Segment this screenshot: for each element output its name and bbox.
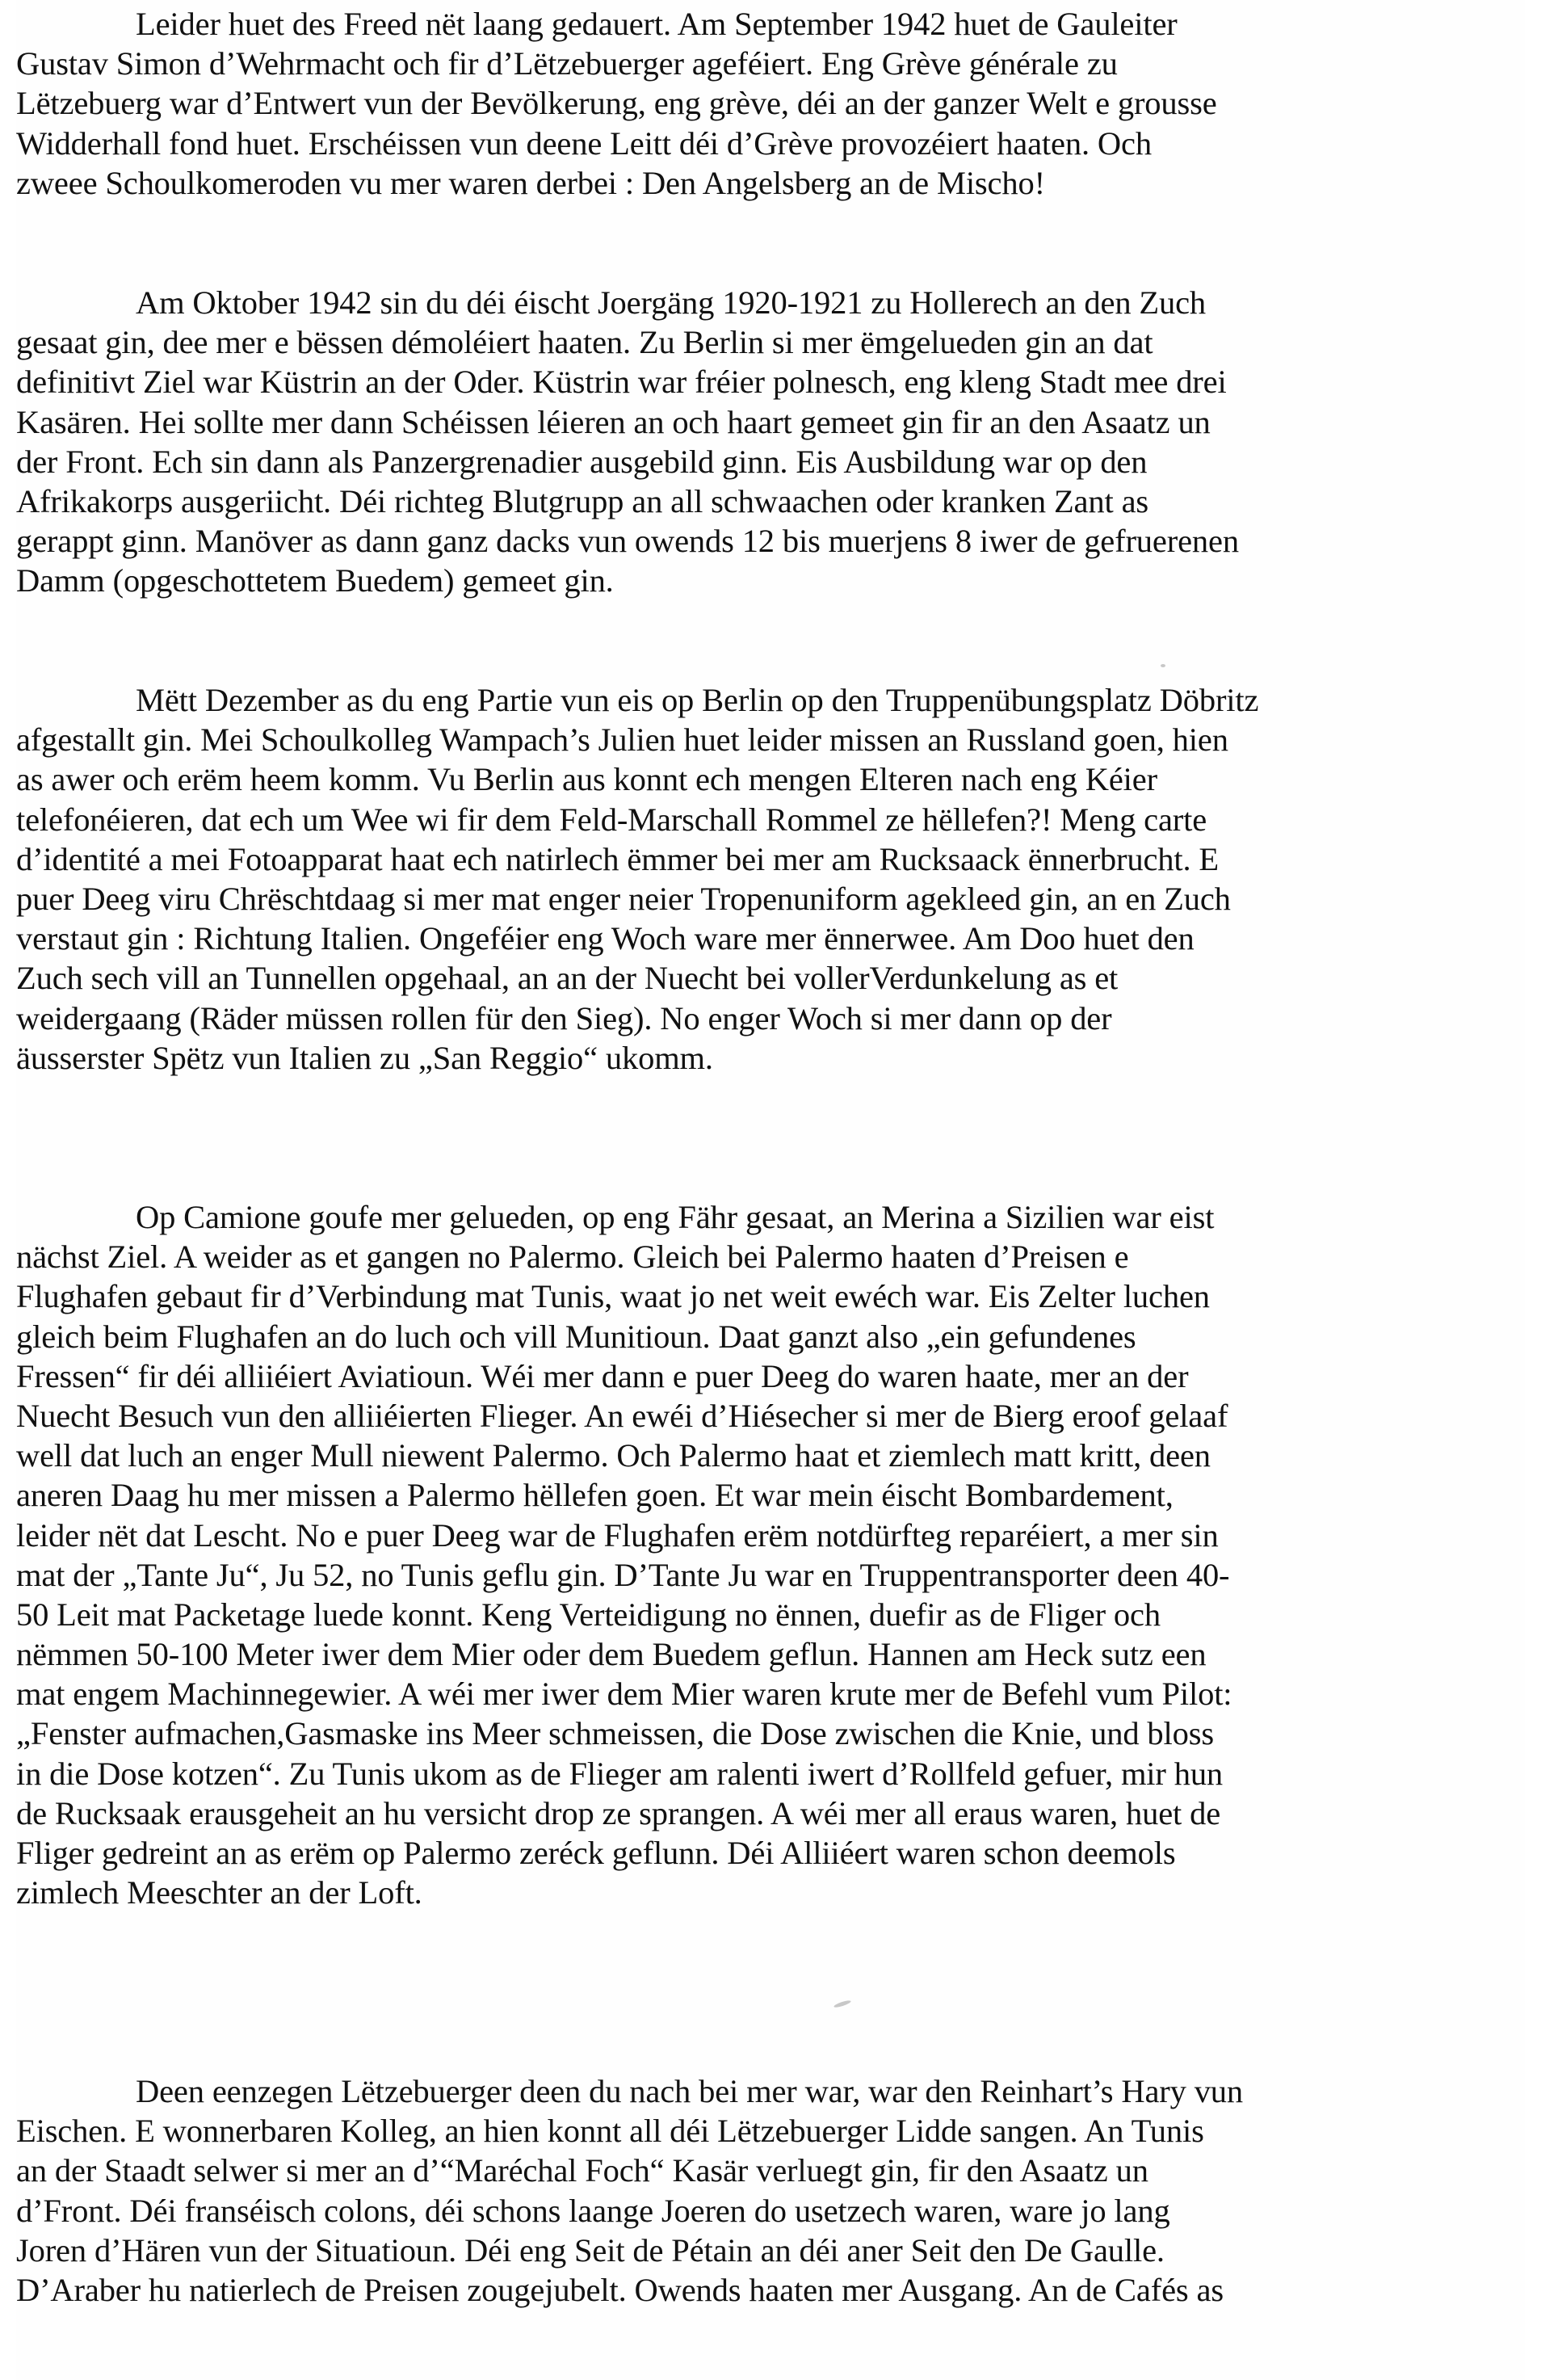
- text-line: mat engem Machinnegewier. A wéi mer iwer dem Mier waren krute mer de Befehl vum Pilot:: [16, 1676, 1232, 1713]
- text-line: d’Front. Déi franséisch colons, déi schons laange Joeren do usetzech waren, ware jo lang: [16, 2192, 1170, 2229]
- text-line: Am Oktober 1942 sin du déi éischt Joergäng 1920-1921 zu Hollerech an den Zuch: [136, 284, 1207, 321]
- paragraph-5: [16, 2071, 1525, 2310]
- paragraph-2: [16, 283, 1525, 601]
- text-line: telefonéieren, dat ech um Wee wi fir dem Feld-Marschall Rommel ze hëllefen?! Meng carte: [16, 801, 1207, 838]
- text-line: Eischen. E wonnerbaren Kolleg, an hien konnt all déi Lëtzebuerger Lidde sangen. An Tunis: [16, 2113, 1204, 2150]
- text-line: de Rucksaak erausgeheit an hu versicht drop ze sprangen. A wéi mer all eraus waren, huet de: [16, 1794, 1221, 1831]
- paragraph-4: [16, 1197, 1525, 1912]
- text-line: D’Araber hu natierlech de Preisen zougejubelt. Owends haaten mer Ausgang. An de Cafés as: [16, 2271, 1224, 2308]
- text-line: Afrikakorps ausgeriicht. Déi richteg Blutgrupp an all schwaachen oder kranken Zant as: [16, 482, 1149, 519]
- text-line: Mëtt Dezember as du eng Partie vun eis op Berlin op den Truppenübungsplatz Döbritz: [136, 682, 1259, 718]
- text-line: well dat luch an enger Mull niewent Palermo. Och Palermo haat et ziemlech matt kritt, deen: [16, 1437, 1211, 1474]
- text-line: definitivt Ziel war Küstrin an der Oder. Küstrin war fréier polnesch, eng kleng Stadt mee drei: [16, 364, 1227, 401]
- text-line: Gustav Simon d’Wehrmacht och fir d’Lëtzebuerger ageféiert. Eng Grève générale zu: [16, 45, 1118, 82]
- text-line: zweee Schoulkomeroden vu mer waren derbei : Den Angelsberg an de Mischo!: [16, 164, 1045, 201]
- text-line: Op Camione goufe mer gelueden, op eng Fähr gesaat, an Merina a Sizilien war eist: [136, 1199, 1215, 1235]
- text-line: 50 Leit mat Packetage luede konnt. Keng Verteidigung no ënnen, duefir as de Fliger och: [16, 1596, 1161, 1633]
- text-line: afgestallt gin. Mei Schoulkolleg Wampach’s Julien huet leider missen an Russland goen, hien: [16, 721, 1228, 759]
- scanned-document-page: [16, 0, 1525, 2380]
- scan-speck: [833, 1999, 851, 2009]
- text-line: Fressen“ fir déi alliiéiert Aviatioun. Wéi mer dann e puer Deeg do waren haate, mer an der: [16, 1357, 1189, 1394]
- text-line: „Fenster aufmachen,Gasmaske ins Meer schmeissen, die Dose zwischen die Knie, und bloss: [16, 1715, 1214, 1752]
- text-line: Joren d’Hären vun der Situatioun. Déi eng Seit de Pétain an déi aner Seit den De Gaulle.: [16, 2231, 1165, 2269]
- text-line: Zuch sech vill an Tunnellen opgehaal, an an der Nuecht bei vollerVerdunkelung as et: [16, 960, 1119, 997]
- text-line: leider nët dat Lescht. No e puer Deeg war de Flughafen erëm notdürfteg reparéiert, a mer sin: [16, 1516, 1219, 1554]
- text-line: Kasären. Hei sollte mer dann Schéissen léieren an och haart gemeet gin fir an den Asaatz un: [16, 403, 1211, 440]
- text-line: mat der „Tante Ju“, Ju 52, no Tunis geflu gin. D’Tante Ju war en Truppentransporter deen 40-: [16, 1556, 1230, 1593]
- text-line: gesaat gin, dee mer e bëssen démoléiert haaten. Zu Berlin si mer ëmgelueden gin an dat: [16, 324, 1153, 361]
- text-line: Widderhall fond huet. Erschéissen vun deene Leitt déi d’Grève provozéiert haaten. Och: [16, 124, 1152, 162]
- text-line: puer Deeg viru Chrëschtdaag si mer mat enger neier Tropenuniform agekleed gin, an en Zuch: [16, 880, 1231, 917]
- text-line: äusserster Spëtz vun Italien zu „San Reggio“ ukomm.: [16, 1039, 713, 1076]
- text-line: nächst Ziel. A weider as et gangen no Palermo. Gleich bei Palermo haaten d’Preisen e: [16, 1238, 1129, 1276]
- text-line: weidergaang (Räder müssen rollen für den Sieg). No enger Woch si mer dann op der: [16, 999, 1112, 1037]
- text-line: in die Dose kotzen“. Zu Tunis ukom as de Flieger am ralenti iwert d’Rollfeld gefuer, mir hun: [16, 1755, 1224, 1792]
- text-line: as awer och erëm heem komm. Vu Berlin aus konnt ech mengen Elteren nach eng Kéier: [16, 761, 1157, 798]
- text-line: gerappt ginn. Manöver as dann ganz dacks vun owends 12 bis muerjens 8 iwer de gefruerenen: [16, 523, 1239, 560]
- text-line: gleich beim Flughafen an do luch och vill Munitioun. Daat ganzt also „ein gefundenes: [16, 1318, 1136, 1355]
- text-line: der Front. Ech sin dann als Panzergrenadier ausgebild ginn. Eis Ausbildung war op den: [16, 443, 1148, 480]
- text-line: aneren Daag hu mer missen a Palermo hëllefen goen. Et war mein éischt Bombardement,: [16, 1477, 1174, 1514]
- text-line: Fliger gedreint an as erëm op Palermo zeréck geflunn. Déi Alliiéert waren schon deemols: [16, 1835, 1176, 1871]
- text-line: d’identité a mei Fotoapparat haat ech natirlech ëmmer bei mer am Rucksaack ënnerbrucht. E: [16, 840, 1220, 877]
- scan-speck: [1161, 664, 1165, 667]
- text-line: Lëtzebuerg war d’Entwert vun der Bevölkerung, eng grève, déi an der ganzer Welt e grousse: [16, 85, 1217, 122]
- text-line: Deen eenzegen Lëtzebuerger deen du nach bei mer war, war den Reinhart’s Hary vun: [136, 2073, 1243, 2109]
- text-line: Leider huet des Freed nët laang gedauert. Am September 1942 huet de Gauleiter: [136, 6, 1178, 42]
- text-line: zimlech Meeschter an der Loft.: [16, 1874, 422, 1911]
- text-line: Flughafen gebaut fir d’Verbindung mat Tunis, waat jo net weit ewéch war. Eis Zelter luchen: [16, 1278, 1210, 1315]
- paragraph-1: [16, 4, 1525, 203]
- text-line: nëmmen 50-100 Meter iwer dem Mier oder dem Buedem geflun. Hannen am Heck sutz een: [16, 1636, 1207, 1673]
- paragraph-3: [16, 680, 1525, 1078]
- text-line: Nuecht Besuch vun den alliiéierten Flieger. An ewéi d’Hiésecher si mer de Bierg eroof gelaaf: [16, 1397, 1228, 1434]
- text-line: Damm (opgeschottetem Buedem) gemeet gin.: [16, 562, 614, 599]
- text-line: verstaut gin : Richtung Italien. Ongeféier eng Woch ware mer ënnerwee. Am Doo huet den: [16, 920, 1195, 957]
- text-line: an der Staadt selwer si mer an d’“Maréchal Foch“ Kasär verluegt gin, fir den Asaatz un: [16, 2152, 1148, 2189]
